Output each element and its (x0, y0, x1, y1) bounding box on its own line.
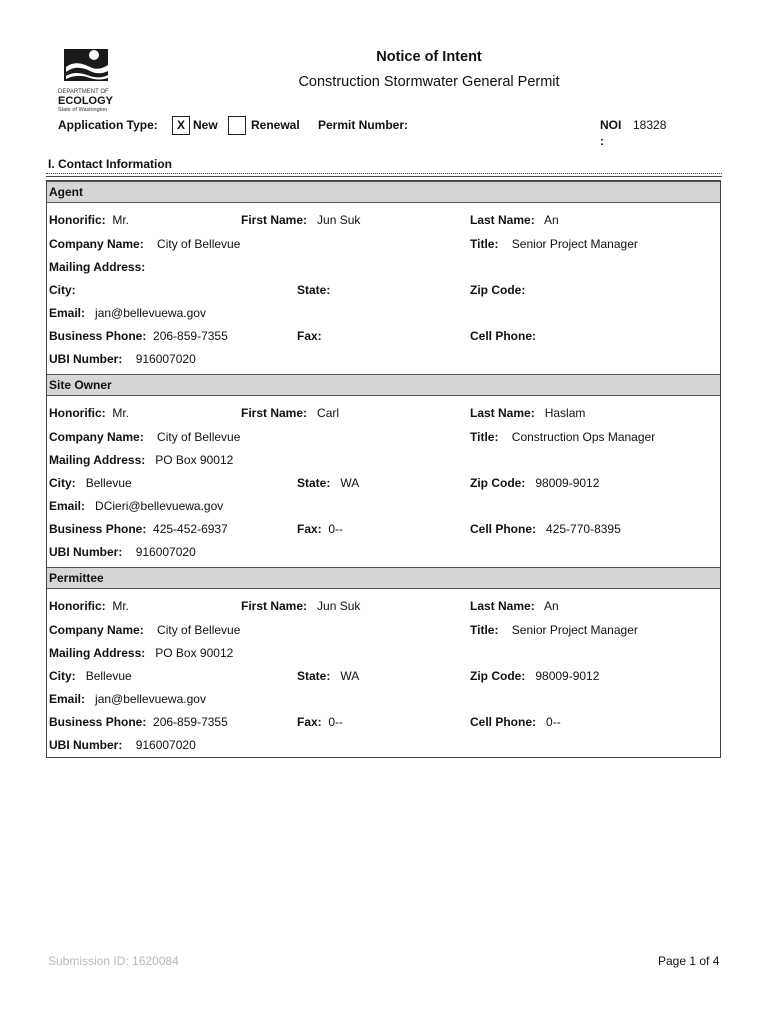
agent-zip-code-field: Zip Code: (470, 283, 526, 297)
agent-business-phone: 206-859-7355 (153, 329, 228, 343)
agent-last-name-field: Last Name: An (470, 213, 559, 227)
site-owner-first-name: Carl (317, 406, 340, 420)
site-owner-email: DCieri@bellevuewa.gov (95, 499, 224, 513)
site-owner-honorific-field: Honorific: Mr. (49, 406, 130, 420)
agent-section-band (47, 181, 720, 203)
section-divider (46, 173, 722, 177)
site-owner-mailing-address-field: Mailing Address: PO Box 90012 (49, 453, 234, 467)
permittee-fax-field: Fax: 0-- (297, 715, 344, 729)
new-label: New (193, 118, 218, 132)
permittee-business-phone-field: Business Phone: 206-859-7355 (49, 715, 228, 729)
site-owner-city: Bellevue (85, 476, 132, 490)
agent-last-name: An (544, 213, 559, 227)
permittee-cell-phone: 0-- (546, 715, 561, 729)
agent-honorific-field: Honorific: Mr. (49, 213, 130, 227)
site-owner-mailing-address: PO Box 90012 (155, 453, 234, 467)
site-owner-zip-code-field: Zip Code: 98009-9012 (470, 476, 600, 490)
renewal-checkbox[interactable] (228, 116, 246, 135)
site-owner-honorific: Mr. (112, 406, 130, 420)
permittee-email-field: Email: jan@bellevuewa.gov (49, 692, 206, 706)
permittee-city-field: City: Bellevue (49, 669, 132, 683)
site-owner-business-phone: 425-452-6937 (153, 522, 228, 536)
site-owner-zip-code: 98009-9012 (535, 476, 600, 490)
svg-text:DEPARTMENT OF: DEPARTMENT OF (58, 89, 109, 95)
noi-number: 18328 (633, 118, 667, 132)
agent-company-name: City of Bellevue (157, 237, 241, 251)
document-subtitle: Construction Stormwater General Permit (298, 74, 560, 90)
site-owner-ubi-number-field: UBI Number: 916007020 (49, 545, 196, 559)
permittee-company-name: City of Bellevue (157, 623, 241, 637)
permittee-company-name-field: Company Name: City of Bellevue (49, 623, 241, 637)
permittee-section-band (47, 567, 720, 589)
noi-label: NOI (600, 118, 622, 132)
permittee-honorific-field: Honorific: Mr. (49, 599, 130, 613)
permittee-mailing-address-field: Mailing Address: PO Box 90012 (49, 646, 234, 660)
agent-title-field: Title: Senior Project Manager (470, 237, 638, 251)
permittee-first-name: Jun Suk (317, 599, 361, 613)
site-owner-section-heading: Site Owner (49, 378, 112, 392)
permittee-cell-phone-field: Cell Phone: 0-- (470, 715, 561, 729)
permittee-ubi-number-field: UBI Number: 916007020 (49, 738, 196, 752)
site-owner-business-phone-field: Business Phone: 425-452-6937 (49, 522, 228, 536)
new-checkbox[interactable]: X (172, 116, 190, 135)
site-owner-state: WA (340, 476, 360, 490)
agent-email: jan@bellevuewa.gov (95, 306, 206, 320)
site-owner-fax-field: Fax: 0-- (297, 522, 344, 536)
site-owner-email-field: Email: DCieri@bellevuewa.gov (49, 499, 224, 513)
site-owner-last-name: Haslam (544, 406, 586, 420)
site-owner-ubi-number: 916007020 (135, 545, 196, 559)
renewal-label: Renewal (251, 118, 300, 132)
application-type-label: Application Type: (58, 118, 158, 132)
permittee-honorific: Mr. (112, 599, 130, 613)
permittee-title-field: Title: Senior Project Manager (470, 623, 638, 637)
agent-fax-field: Fax: (297, 329, 322, 343)
site-owner-city-field: City: Bellevue (49, 476, 132, 490)
permittee-last-name: An (544, 599, 559, 613)
agent-first-name: Jun Suk (317, 213, 361, 227)
permittee-zip-code: 98009-9012 (535, 669, 600, 683)
agent-ubi-number-field: UBI Number: 916007020 (49, 352, 196, 366)
site-owner-company-name-field: Company Name: City of Bellevue (49, 430, 241, 444)
permittee-fax: 0-- (328, 715, 344, 729)
site-owner-title-field: Title: Construction Ops Manager (470, 430, 656, 444)
site-owner-company-name: City of Bellevue (157, 430, 241, 444)
permittee-first-name-field: First Name: Jun Suk (241, 599, 361, 613)
permittee-mailing-address: PO Box 90012 (155, 646, 234, 660)
agent-state-field: State: (297, 283, 331, 297)
permittee-section-heading: Permittee (49, 571, 104, 585)
permittee-title: Senior Project Manager (511, 623, 638, 637)
site-owner-state-field: State: WA (297, 476, 360, 490)
site-owner-fax: 0-- (328, 522, 344, 536)
agent-cell-phone-field: Cell Phone: (470, 329, 537, 343)
permittee-business-phone: 206-859-7355 (153, 715, 228, 729)
agent-title: Senior Project Manager (511, 237, 638, 251)
document-title: Notice of Intent (376, 49, 482, 65)
permittee-zip-code-field: Zip Code: 98009-9012 (470, 669, 600, 683)
site-owner-cell-phone-field: Cell Phone: 425-770-8395 (470, 522, 621, 536)
permittee-email: jan@bellevuewa.gov (95, 692, 206, 706)
permittee-last-name-field: Last Name: An (470, 599, 559, 613)
site-owner-last-name-field: Last Name: Haslam (470, 406, 586, 420)
svg-text:State of Washington: State of Washington (58, 107, 108, 113)
agent-email-field: Email: jan@bellevuewa.gov (49, 306, 206, 320)
site-owner-section-band (47, 374, 720, 396)
section-heading-contact-information: I. Contact Information (48, 157, 172, 171)
permit-number-label: Permit Number: (318, 118, 409, 132)
site-owner-title: Construction Ops Manager (511, 430, 656, 444)
submission-id: Submission ID: 1620084 (48, 954, 179, 968)
page-number: Page 1 of 4 (658, 954, 720, 968)
agent-ubi-number: 916007020 (135, 352, 196, 366)
permittee-state: WA (340, 669, 360, 683)
agent-city-field: City: (49, 283, 76, 297)
svg-text:ECOLOGY: ECOLOGY (58, 95, 114, 107)
agent-honorific: Mr. (112, 213, 130, 227)
permittee-state-field: State: WA (297, 669, 360, 683)
agent-company-name-field: Company Name: City of Bellevue (49, 237, 241, 251)
agent-first-name-field: First Name: Jun Suk (241, 213, 361, 227)
agent-section-heading: Agent (49, 185, 83, 199)
noi-colon: : (600, 134, 604, 148)
contact-information-form (46, 180, 721, 758)
permittee-ubi-number: 916007020 (135, 738, 196, 752)
agent-business-phone-field: Business Phone: 206-859-7355 (49, 329, 228, 343)
agent-mailing-address-field: Mailing Address: (49, 260, 146, 274)
site-owner-first-name-field: First Name: Carl (241, 406, 340, 420)
site-owner-cell-phone: 425-770-8395 (546, 522, 621, 536)
permittee-city: Bellevue (85, 669, 132, 683)
